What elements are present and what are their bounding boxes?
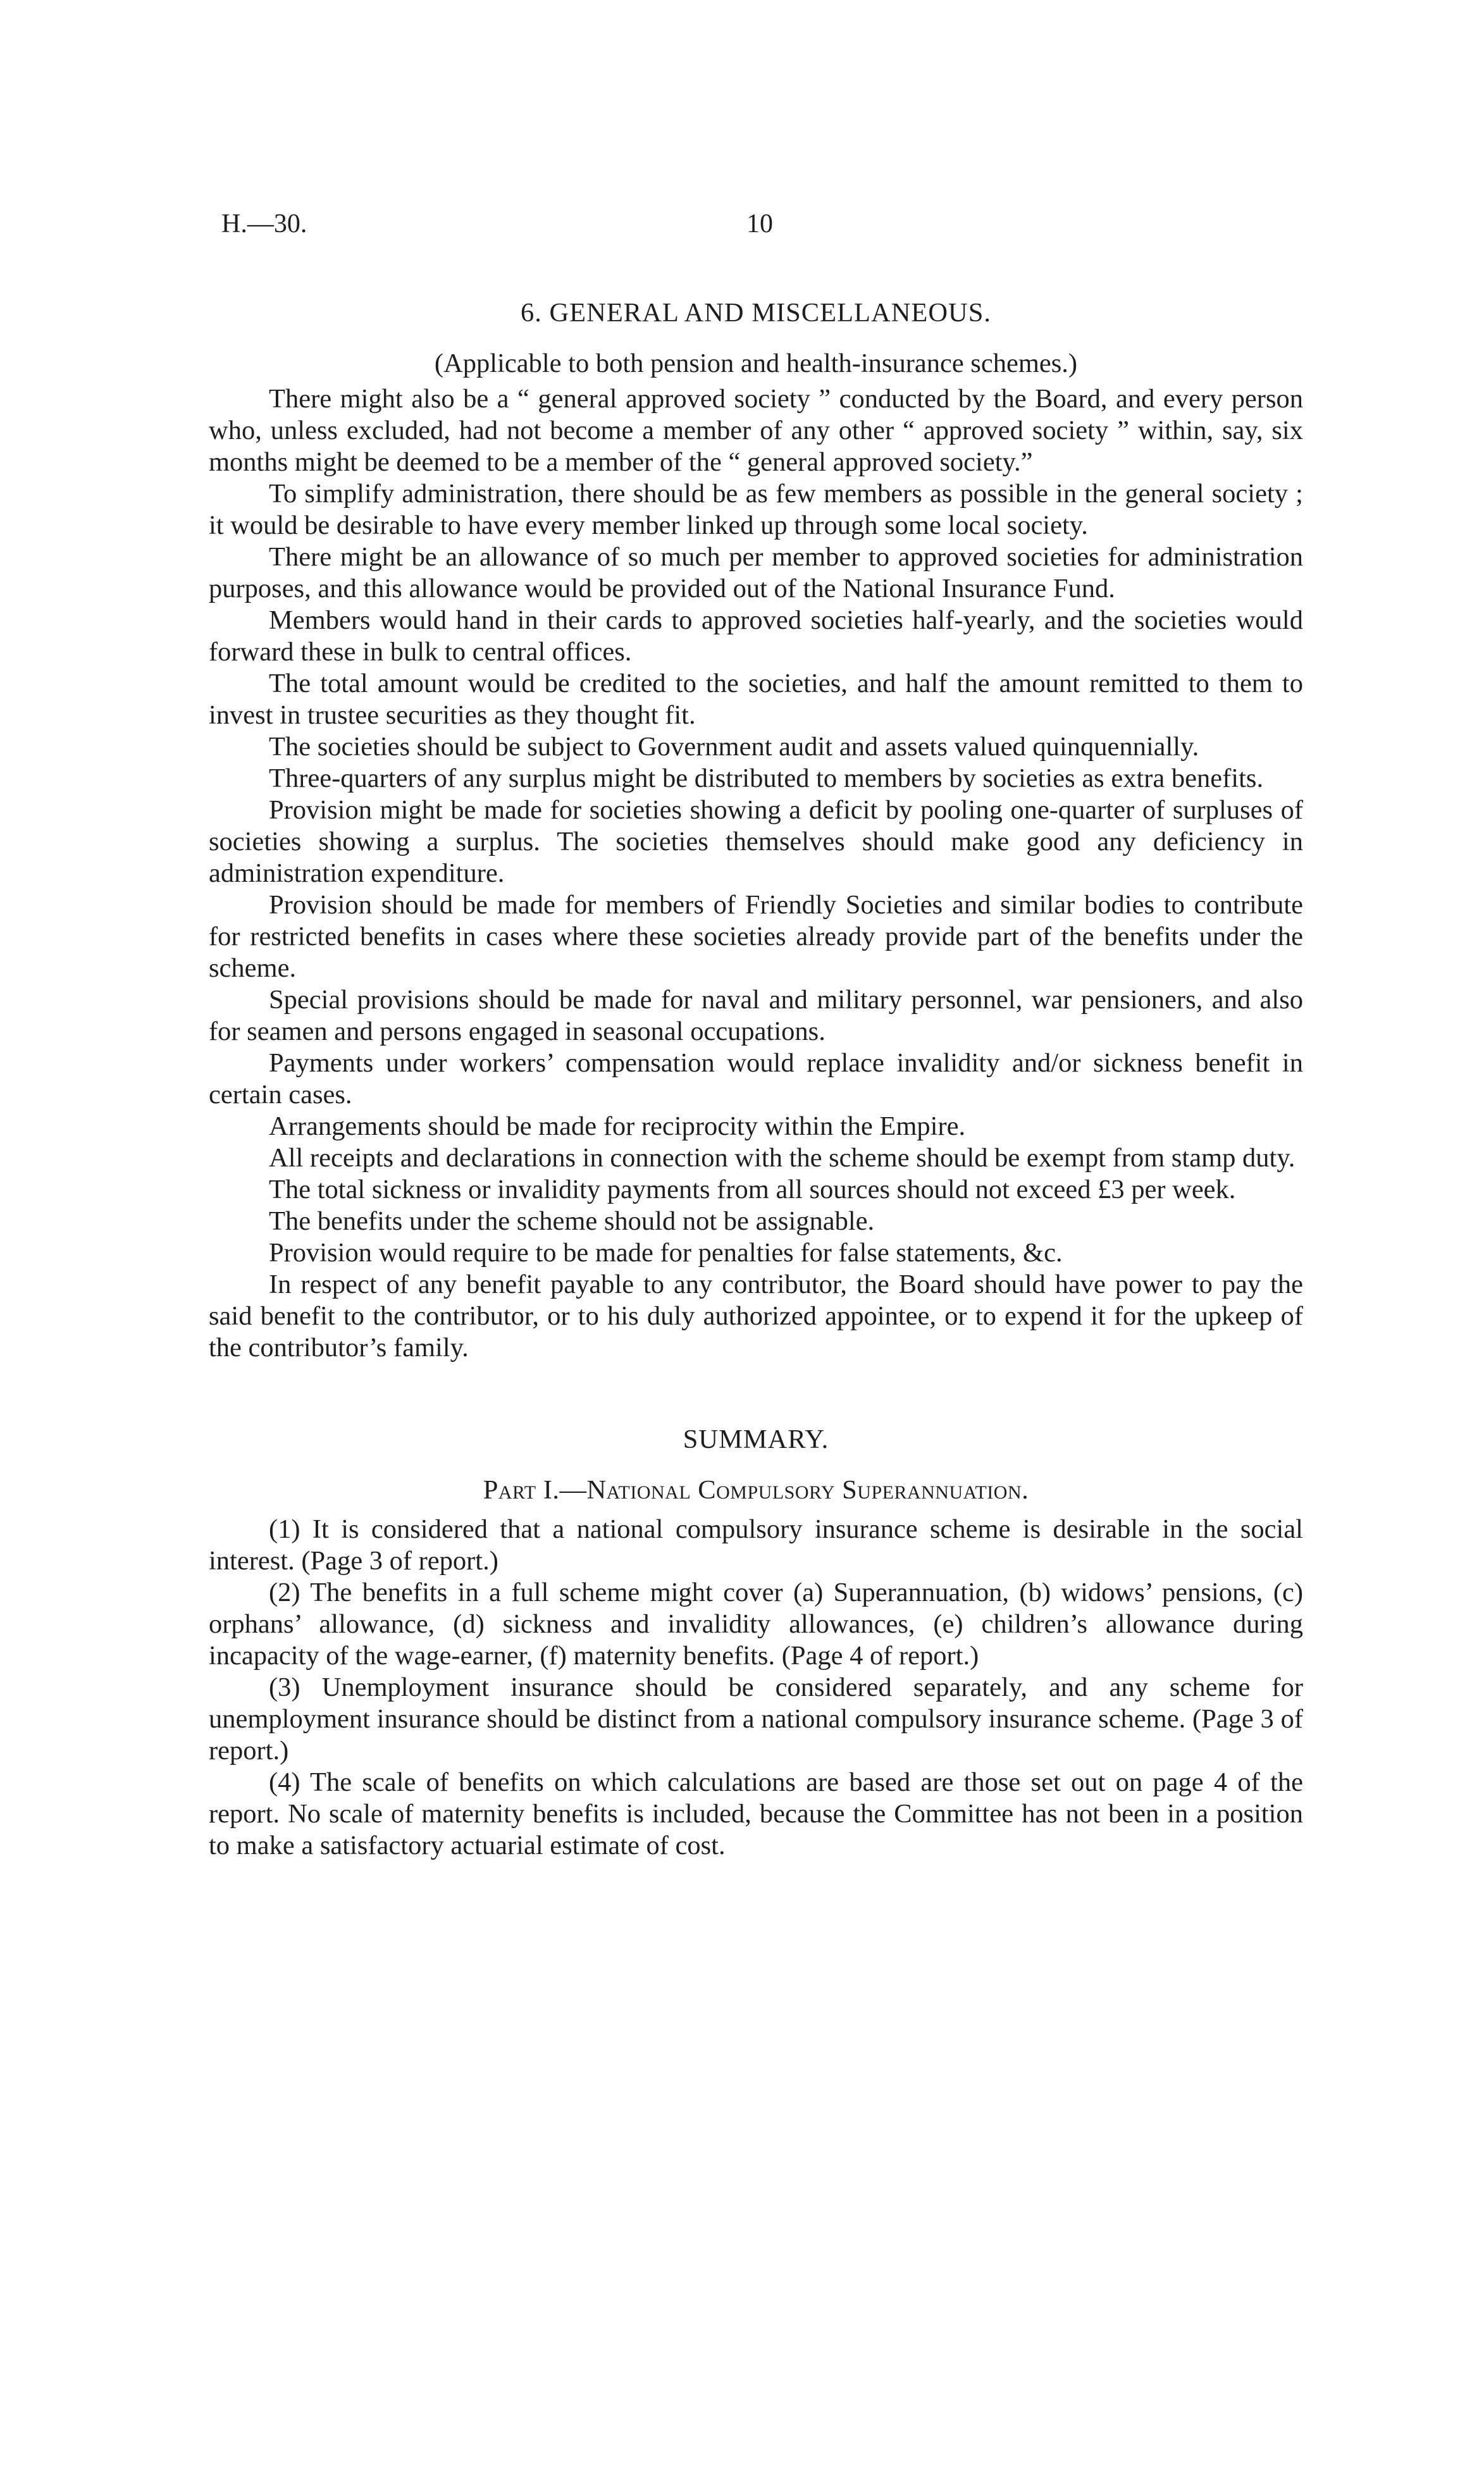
paragraph: The total amount would be credited to the societies, and half the amount remitted to them to invest in trustee securities as they thought fit. [209, 669, 1303, 730]
paragraph: Payments under workers’ compensation would replace invalidity and/or sickness benefit in certain cases. [209, 1048, 1303, 1110]
page-number: 10 [746, 209, 773, 238]
paragraph: Members would hand in their cards to approved societies half-yearly, and the societies would forward these in bulk to central offices. [209, 605, 1303, 667]
paragraph: There might also be a “ general approved society ” conducted by the Board, and every person who, unless excluded, had not become a member of any other “ approved society ” within, say, six months might be deemed to be a member of the “ general approved society.” [209, 384, 1303, 477]
paragraph: Provision might be made for societies showing a deficit by pooling one-quarter of surpluses of societies showing a surplus. The societies themselves should make good any deficiency in administration expenditure. [209, 795, 1303, 888]
paragraph: All receipts and declarations in connection with the scheme should be exempt from stamp duty. [269, 1143, 1295, 1173]
summary-item: (1) It is considered that a national compulsory insurance scheme is desirable in the social interest. (Page 3 of report.) [209, 1514, 1303, 1576]
paragraph: There might be an allowance of so much per member to approved societies for administration purposes, and this allowance would be provided out of the National Insurance Fund. [209, 542, 1303, 603]
paragraph: The total sickness or invalidity payments from all sources should not exceed £3 per week. [269, 1175, 1236, 1204]
section-heading: 6. GENERAL AND MISCELLANEOUS. [520, 298, 991, 328]
summary-item: (3) Unemployment insurance should be considered separately, and any scheme for unemployment insurance should be distinct from a national compulsory insurance scheme. (Page 3 of report.) [209, 1672, 1303, 1765]
summary-item: (2) The benefits in a full scheme might cover (a) Superannuation, (b) widows’ pensions, (c) orphans’ allowance, (d) sickness and invalidity allowances, (e) children’s allowance during incapacity of the wage-earner, (f) maternity benefits. (Page 4 of report.) [209, 1578, 1303, 1671]
summary-heading: SUMMARY. [683, 1425, 829, 1454]
paragraph: To simplify administration, there should be as few members as possible in the general society ; it would be desirable to have every member linked up through some local society. [209, 479, 1303, 540]
part-heading: Part I.—National Compulsory Superannuation. [483, 1475, 1029, 1505]
document-reference: H.—30. [221, 209, 307, 238]
paragraph: Special provisions should be made for naval and military personnel, war pensioners, and also for seamen and persons engaged in seasonal occupations. [209, 985, 1303, 1046]
paragraph: In respect of any benefit payable to any contributor, the Board should have power to pay the said benefit to the contributor, or to his duly authorized appointee, or to expend it for the upkeep of the contributor’s family. [209, 1270, 1303, 1363]
paragraph: The societies should be subject to Government audit and assets valued quinquennially. [269, 732, 1199, 762]
paragraph: Provision should be made for members of Friendly Societies and similar bodies to contribute for restricted benefits in cases where these societies already provide part of the benefits under the scheme. [209, 890, 1303, 983]
paragraph: Provision would require to be made for penalties for false statements, &c. [269, 1238, 1063, 1268]
section-subheading: (Applicable to both pension and health-insurance schemes.) [434, 349, 1078, 378]
paragraph: Arrangements should be made for reciprocity within the Empire. [269, 1111, 966, 1141]
paragraph: Three-quarters of any surplus might be distributed to members by societies as extra benefits. [269, 763, 1264, 793]
paragraph: The benefits under the scheme should not be assignable. [269, 1206, 875, 1236]
summary-item: (4) The scale of benefits on which calculations are based are those set out on page 4 of the report. No scale of maternity benefits is included, because the Committee has not been in a position to make a satisfactory actuarial estimate of cost. [209, 1767, 1303, 1860]
page-body [209, 297, 1303, 1862]
